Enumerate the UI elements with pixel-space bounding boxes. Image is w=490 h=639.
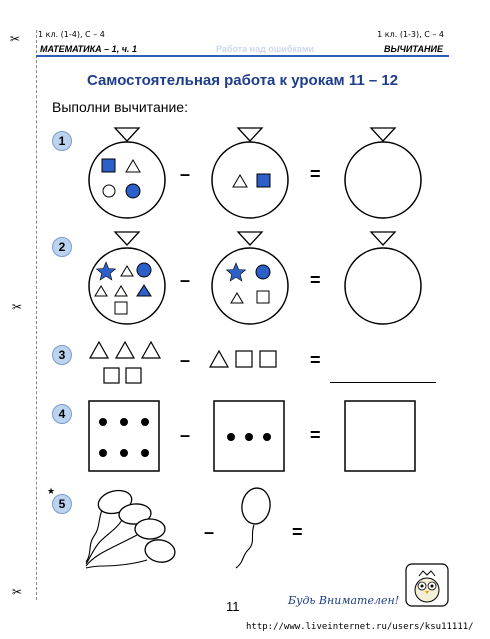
scissors-icon-bottom: ✂: [12, 585, 23, 599]
scissors-icon-middle: ✂: [12, 300, 23, 314]
scissors-icon-top: ✂: [10, 32, 21, 46]
balloon-shape: [135, 519, 165, 539]
triangle-shape: [116, 342, 134, 358]
task-number-4: 4: [52, 404, 72, 424]
instruction-text: Выполни вычитание:: [52, 99, 188, 115]
cut-line: [36, 30, 37, 600]
square-shape: [257, 291, 269, 303]
blue-circle-shape: [137, 263, 151, 277]
task-4-subtrahend-card: [213, 400, 285, 472]
equals-sign-4: =: [310, 425, 321, 445]
balloon-shape: [143, 538, 176, 565]
task-1-subtrahend-bag: [205, 124, 295, 224]
watermark-label: Работа над ошибками: [216, 44, 315, 54]
course-code-left: 1 кл. (1-4), С – 4: [38, 30, 105, 39]
task-2-answer-bag[interactable]: [338, 228, 428, 328]
task-number-5: 5: [52, 494, 72, 514]
dot-shape: [263, 433, 271, 441]
task-number-1: 1: [52, 131, 72, 151]
square-shape: [115, 302, 127, 314]
equals-sign-1: =: [310, 164, 321, 184]
task-2-subtrahend-bag: [205, 228, 295, 328]
task-5-minuend-balloons: [80, 484, 190, 584]
dot-shape: [141, 449, 149, 457]
topic-label: ВЫЧИТАНИЕ: [384, 44, 443, 54]
task-number-3: 3: [52, 345, 72, 365]
dot-shape: [141, 418, 149, 426]
minus-sign-4: –: [180, 425, 191, 445]
circle-shape: [103, 185, 115, 197]
task-2-minuend-bag: [82, 228, 172, 328]
task-3-answer-line[interactable]: [330, 382, 436, 383]
blue-square-shape: [102, 159, 115, 172]
minus-sign-5: –: [204, 522, 215, 542]
source-url: http://www.liveinternet.ru/users/ksu11111/: [246, 622, 474, 632]
task-5-subtrahend-balloon: [228, 484, 278, 574]
triangle-shape: [90, 342, 108, 358]
square-shape: [236, 351, 252, 367]
blue-square-shape: [257, 174, 270, 187]
course-code-right: 1 кл. (1-3), С – 4: [377, 30, 444, 39]
dot-shape: [245, 433, 253, 441]
blue-circle-shape: [256, 265, 270, 279]
square-shape: [104, 368, 119, 383]
page-number: 11: [226, 599, 240, 614]
dot-shape: [120, 418, 128, 426]
equals-sign-5: =: [292, 522, 303, 542]
task-3-minuend-shapes: [88, 338, 168, 388]
task-1-answer-bag[interactable]: [338, 124, 428, 224]
square-shape: [126, 368, 141, 383]
task-4-minuend-card: [88, 400, 160, 472]
subject-label: МАТЕМАТИКА – 1, ч. 1: [40, 44, 137, 54]
square-shape: [260, 351, 276, 367]
page-title: Самостоятельная работа к урокам 11 – 12: [86, 72, 399, 89]
minus-sign-3: –: [180, 350, 191, 370]
equals-sign-3: =: [310, 350, 321, 370]
task-number-2: 2: [52, 237, 72, 257]
header-rule: [36, 55, 449, 57]
dot-shape: [99, 418, 107, 426]
task-3-subtrahend-shapes: [208, 346, 298, 372]
header-band: [36, 42, 449, 56]
task-1-minuend-bag: [82, 124, 172, 224]
task-4-answer-card[interactable]: [344, 400, 416, 472]
balloon-shape: [240, 486, 273, 526]
star-mark-icon: ★: [47, 486, 56, 496]
footer-motto: Будь Внимателен!: [288, 594, 400, 607]
minus-sign-2: –: [180, 270, 191, 290]
dot-shape: [99, 449, 107, 457]
minus-sign-1: –: [180, 164, 191, 184]
dot-shape: [227, 433, 235, 441]
equals-sign-2: =: [310, 270, 321, 290]
triangle-shape: [210, 351, 228, 367]
dot-shape: [120, 449, 128, 457]
triangle-shape: [142, 342, 160, 358]
owl-mascot-icon: [405, 563, 449, 607]
blue-circle-shape: [126, 184, 140, 198]
